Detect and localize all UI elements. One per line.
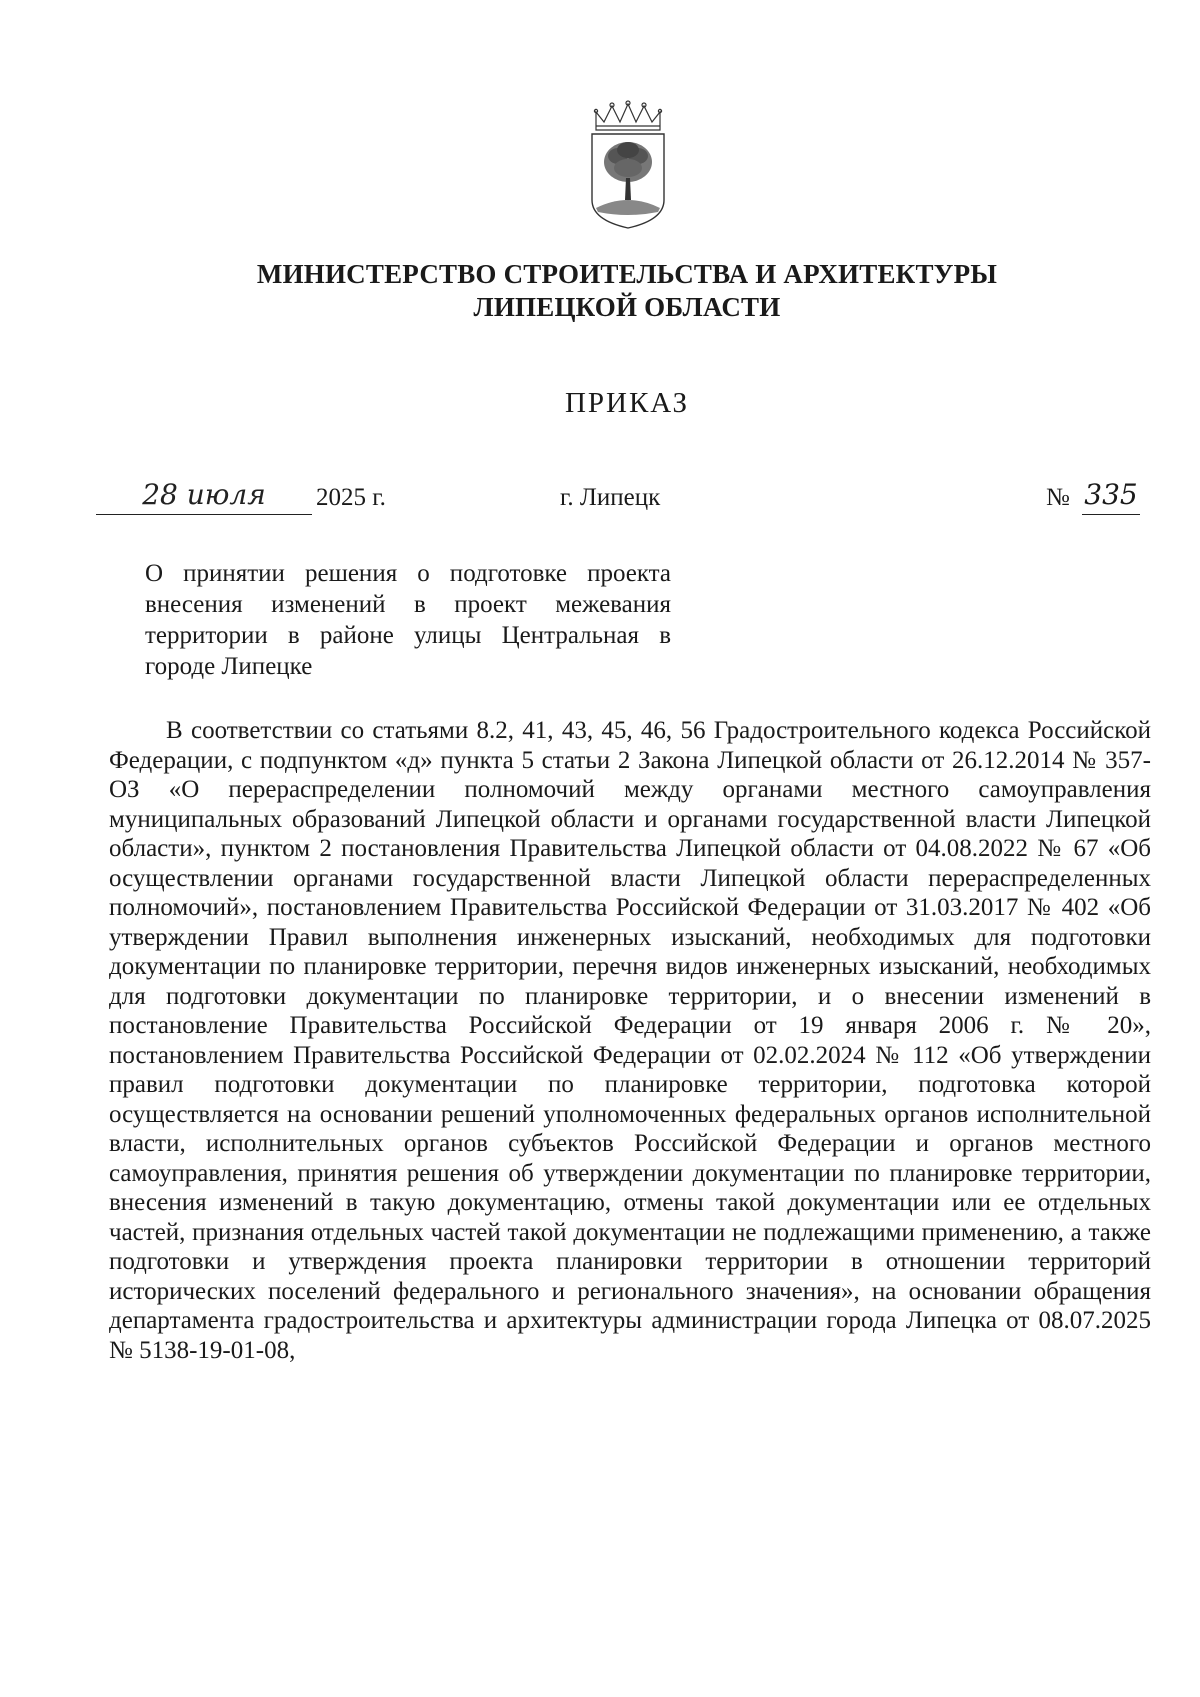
number-label: № xyxy=(1046,484,1070,511)
coat-of-arms-icon xyxy=(588,100,668,230)
ministry-name-line1: МИНИСТЕРСТВО СТРОИТЕЛЬСТВА И АРХИТЕКТУРЫ xyxy=(256,259,998,289)
document-city: г. Липецк xyxy=(560,484,661,511)
ministry-name-line2: ЛИПЕЦКОЙ ОБЛАСТИ xyxy=(473,292,781,322)
document-meta-row xyxy=(0,480,1200,524)
document-year: 2025 г. xyxy=(316,484,386,511)
handwritten-number: 335 xyxy=(1082,480,1140,515)
handwritten-date: 28 июля xyxy=(96,480,312,515)
ministry-name xyxy=(0,258,1200,324)
document-type-title: ПРИКАЗ xyxy=(564,387,690,419)
document-subject: О принятии решения о подготовке проекта внесения изменений в проект межевания территории в районе улицы Центральная в городе Липецке xyxy=(145,560,671,680)
document-body-paragraph: В соответствии со статьями 8.2, 41, 43, 45, 46, 56 Градостроительного кодекса Российской Федерации, с подпунктом «д» пункта 5 статьи 2 Закона Липецкой области от 26.12.2014 № 357-ОЗ «О перераспределении полномочий между органами местного самоуправления муниципальных образований Липецкой области и органами государственной власти Липецкой области», пунктом 2 постановления Правительства Липецкой области от 04.08.2022 № 67 «Об осуществлении органами государственной власти Липецкой области перераспределенных полномочий», постановлением Правительства Российской Федерации от 31.03.2017 № 402 «Об утверждении Правил выполнения инженерных изысканий, необходимых для подготовки документации по планировке территории, перечня видов инженерных изысканий, необходимых для подготовки документации по планировке территории, и о внесении изменений в постановление Правительства Российской Федерации от 19 января 2006 г. № 20», постановлением Правительства Российской Федерации от 02.02.2024 № 112 «Об утверждении правил подготовки документации по планировке территории, подготовка которой осуществляется на основании решений уполномоченных федеральных органов исполнительной власти, исполнительных органов субъектов Российской Федерации и органов местного самоуправления, принятия решения об утверждении документации по планировке территории, внесения изменений в такую документацию, отмены такой документации или ее отдельных частей, признания отдельных частей такой документации не подлежащими применению, а также подготовки и утверждения проекта планировки территории в отношении территорий исторических поселений федерального и регионального значения», на основании обращения департамента градостроительства и архитектуры администрации города Липецка от 08.07.2025 № 5138-19-01-08, xyxy=(109,717,1151,1364)
